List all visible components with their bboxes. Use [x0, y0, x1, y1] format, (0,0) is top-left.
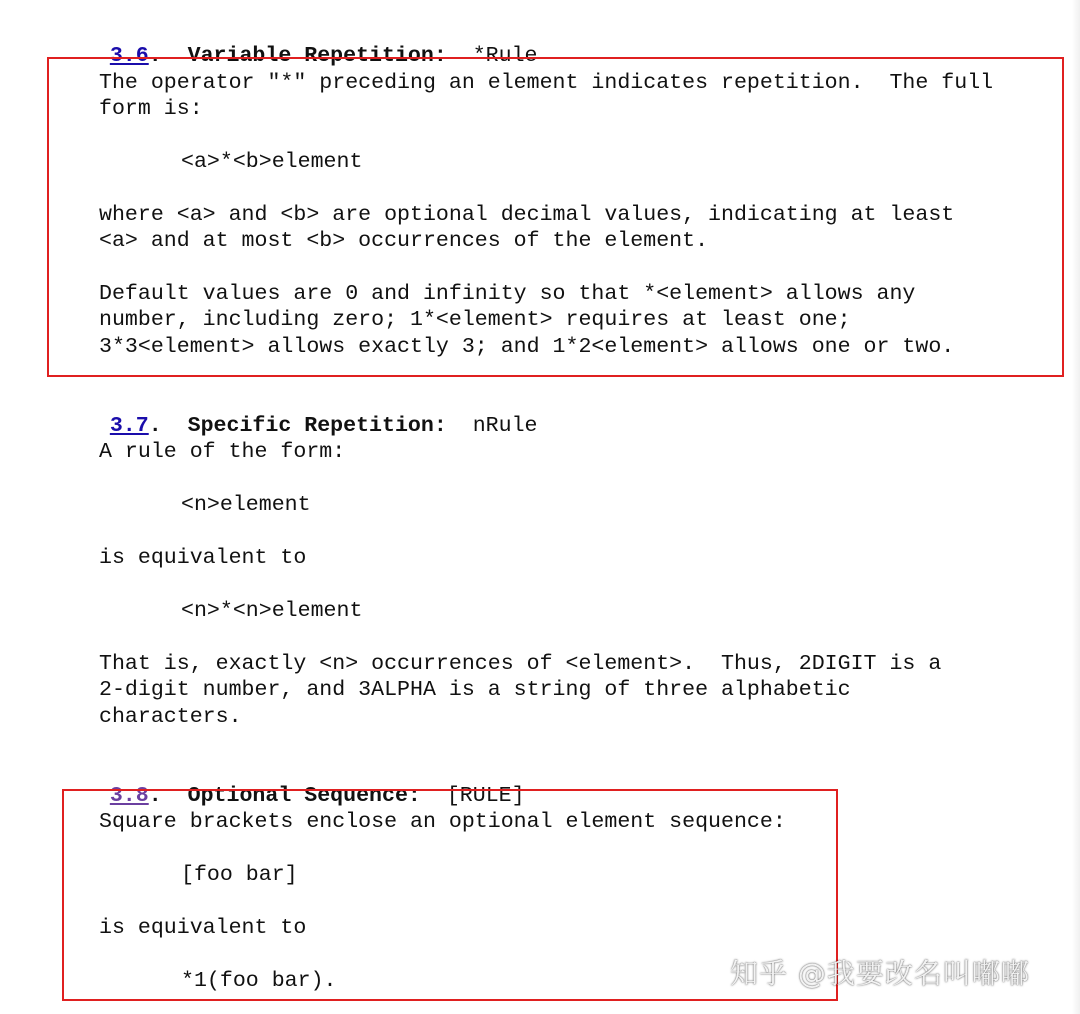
section-heading-3-8	[58, 756, 525, 808]
body-line: A rule of the form:	[99, 440, 346, 464]
highlight-box-3-8	[62, 789, 838, 1001]
section-rule: *Rule	[472, 43, 538, 68]
body-line: where <a> and <b> are optional decimal values, indicating at least	[99, 203, 955, 227]
body-line: is equivalent to	[99, 916, 307, 940]
body-line: That is, exactly <n> occurrences of <element>. Thus, 2DIGIT is a	[99, 652, 942, 676]
heading-dot: .	[148, 43, 162, 68]
body-line: 2-digit number, and 3ALPHA is a string of three alphabetic	[99, 678, 851, 702]
heading-dot: .	[148, 783, 162, 808]
body-line: <a> and at most <b> occurrences of the element.	[99, 229, 709, 253]
code-example-line: [foo bar]	[181, 863, 298, 887]
heading-dot: .	[148, 413, 162, 438]
body-line: is equivalent to	[99, 546, 307, 570]
section-link-3-6[interactable]: 3.6	[109, 43, 149, 68]
section-link-3-8[interactable]: 3.8	[109, 783, 149, 808]
section-rule: nRule	[472, 413, 538, 438]
section-link-3-7[interactable]: 3.7	[109, 413, 149, 438]
body-line: 3*3<element> allows exactly 3; and 1*2<element> allows one or two.	[99, 335, 955, 359]
body-line: Square brackets enclose an optional element sequence:	[99, 810, 786, 834]
section-heading-3-7	[58, 386, 538, 438]
highlight-box-3-6	[47, 57, 1064, 377]
section-title: Variable Repetition:	[187, 43, 447, 68]
section-rule: [RULE]	[446, 783, 525, 808]
body-line: form is:	[99, 97, 203, 121]
code-example-line: <a>*<b>element	[181, 150, 363, 174]
body-line: Default values are 0 and infinity so that *<element> allows any	[99, 282, 916, 306]
code-example-line: *1(foo bar).	[181, 969, 337, 993]
watermark: 知乎 @我要改名叫嘟嘟	[730, 957, 1030, 990]
code-example-line: <n>*<n>element	[181, 599, 363, 623]
code-example-line: <n>element	[181, 493, 311, 517]
body-line: number, including zero; 1*<element> requires at least one;	[99, 308, 851, 332]
section-title: Optional Sequence:	[187, 783, 421, 808]
body-line: characters.	[99, 705, 242, 729]
section-heading-3-6	[58, 16, 538, 68]
section-title: Specific Repetition:	[187, 413, 447, 438]
body-line: The operator "*" preceding an element indicates repetition. The full	[99, 71, 994, 95]
page-edge-shadow	[1072, 0, 1080, 1014]
